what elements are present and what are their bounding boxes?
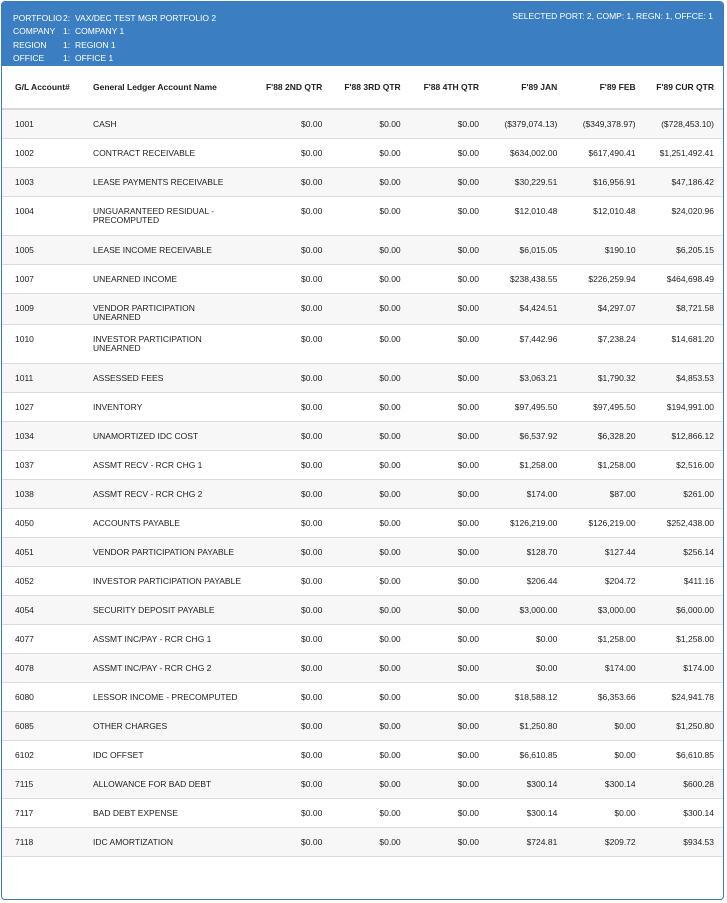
table-row[interactable] (2, 109, 723, 138)
account-name-text: BAD DEBT EXPENSE (93, 807, 178, 818)
cell-acct: 1002 (15, 147, 34, 158)
cell-q2: $0.00 (301, 302, 323, 313)
cell-name (93, 264, 253, 293)
table-row[interactable] (2, 167, 723, 196)
cell-q4: $0.00 (457, 807, 479, 818)
col-f89-cur-qtr[interactable]: F'89 CUR QTR (645, 66, 723, 109)
report-panel (1, 1, 724, 900)
cell-q4: $0.00 (457, 430, 479, 441)
cell-q4: $0.00 (457, 176, 479, 187)
cell-acct: 1011 (15, 372, 34, 383)
cell-feb: $174.00 (604, 662, 636, 673)
cell-feb: $0.00 (614, 807, 636, 818)
cell-acct: 4051 (15, 546, 34, 557)
cell-q2: $0.00 (301, 176, 323, 187)
cell-q4: $0.00 (457, 662, 479, 673)
cell-jan: $1,258.00 (519, 459, 558, 470)
account-name-text: LESSOR INCOME - PRECOMPUTED (93, 691, 238, 702)
header-code: 1: (63, 53, 71, 64)
cell-cur: $252,438.00 (666, 517, 714, 528)
account-name-text: ASSMT INC/PAY - RCR CHG 1 (93, 633, 212, 644)
cell-name (93, 138, 253, 167)
table-row[interactable] (2, 479, 723, 508)
cell-acct: 7115 (15, 778, 34, 789)
account-name-text: SECURITY DEPOSIT PAYABLE (93, 604, 215, 615)
cell-cur: $464,698.49 (666, 273, 714, 284)
cell-q3: $0.00 (379, 836, 401, 847)
cell-jan: ($379,074.13) (504, 119, 558, 129)
cell-feb: $3,000.00 (597, 604, 636, 615)
cell-name (93, 363, 253, 392)
cell-feb: $4,297.07 (597, 302, 636, 313)
cell-name (93, 566, 253, 595)
cell-cur: $12,866.12 (671, 430, 714, 441)
table-row[interactable] (2, 264, 723, 293)
cell-feb: $6,353.66 (597, 691, 636, 702)
cell-q4: $0.00 (457, 546, 479, 557)
cell-feb: $300.14 (604, 778, 636, 789)
cell-q3: $0.00 (379, 205, 401, 216)
cell-feb: $226,259.94 (588, 273, 636, 284)
cell-q4: $0.00 (457, 778, 479, 789)
cell-acct: 4054 (15, 604, 34, 615)
cell-jan: $634,002.00 (510, 147, 558, 158)
cell-q4: $0.00 (457, 691, 479, 702)
cell-name (93, 324, 253, 363)
cell-cur: $300.14 (683, 807, 714, 818)
cell-name (93, 595, 253, 624)
cell-q2: $0.00 (301, 401, 323, 412)
cell-acct: 1007 (15, 273, 34, 284)
header-label: PORTFOLIO (13, 12, 62, 23)
cell-q2: $0.00 (301, 691, 323, 702)
cell-jan: $300.14 (526, 807, 558, 818)
cell-jan: $3,000.00 (519, 604, 558, 615)
table-header-row (2, 66, 723, 109)
header-label: REGION (13, 39, 47, 50)
cell-cur: $174.00 (683, 662, 714, 673)
account-name-text: ASSMT INC/PAY - RCR CHG 2 (93, 662, 212, 673)
cell-q2: $0.00 (301, 459, 323, 470)
account-name-text: ASSESSED FEES (93, 372, 164, 383)
table-row[interactable] (2, 624, 723, 653)
account-name-text: VENDOR PARTICIPATION UNEARNED (93, 302, 195, 322)
cell-name (93, 508, 253, 537)
header-value: OFFICE 1 (75, 53, 114, 64)
cell-feb: $12,010.48 (593, 205, 636, 216)
cell-cur: $24,020.96 (671, 205, 714, 216)
cell-q4: $0.00 (457, 604, 479, 615)
cell-jan: $126,219.00 (510, 517, 558, 528)
header-value: VAX/DEC TEST MGR PORTFOLIO 2 (75, 12, 217, 23)
account-name-text: OTHER CHARGES (93, 720, 168, 731)
table-row[interactable] (2, 798, 723, 827)
header-row-office (2, 52, 723, 66)
cell-q4: $0.00 (457, 459, 479, 470)
cell-feb: $16,956.91 (593, 176, 636, 187)
cell-name (93, 109, 253, 138)
cell-jan: $128.70 (526, 546, 558, 557)
col-f88-4th-qtr[interactable]: F'88 4TH QTR (410, 66, 488, 109)
header-row-region (2, 38, 723, 52)
cell-jan: $724.81 (526, 836, 558, 847)
cell-acct: 7117 (15, 807, 34, 818)
cell-name (93, 235, 253, 264)
cell-acct: 4077 (15, 633, 34, 644)
cell-acct: 1027 (15, 401, 34, 412)
cell-q4: $0.00 (457, 517, 479, 528)
cell-q3: $0.00 (379, 546, 401, 557)
cell-name (93, 711, 253, 740)
cell-cur: $6,205.15 (676, 244, 714, 255)
table-row[interactable] (2, 392, 723, 421)
cell-cur: $47,186.42 (671, 176, 714, 187)
table-row[interactable] (2, 363, 723, 392)
cell-cur: $6,610.85 (676, 749, 714, 760)
cell-acct: 1003 (15, 176, 34, 187)
cell-acct: 1005 (15, 244, 34, 255)
account-name-text: INVESTOR PARTICIPATION PAYABLE (93, 575, 241, 586)
cell-q2: $0.00 (301, 546, 323, 557)
table-row[interactable] (2, 421, 723, 450)
account-name-text: UNAMORTIZED IDC COST (93, 430, 199, 441)
cell-acct: 6080 (15, 691, 34, 702)
table-row[interactable] (2, 827, 723, 856)
cell-feb: $7,238.24 (597, 333, 636, 344)
cell-feb: $1,258.00 (597, 633, 636, 644)
account-name-text: IDC OFFSET (93, 749, 144, 760)
cell-jan: $97,495.50 (514, 401, 558, 412)
cell-q2: $0.00 (301, 778, 323, 789)
cell-jan: $206.44 (526, 575, 558, 586)
table-row[interactable] (2, 537, 723, 566)
cell-q3: $0.00 (379, 119, 401, 129)
cell-feb: $97,495.50 (593, 401, 636, 412)
cell-q3: $0.00 (379, 430, 401, 441)
cell-cur: $194,991.00 (666, 401, 714, 412)
cell-q3: $0.00 (379, 333, 401, 344)
cell-name (93, 392, 253, 421)
cell-q3: $0.00 (379, 147, 401, 158)
cell-feb: $0.00 (614, 720, 636, 731)
cell-feb: $209.72 (604, 836, 636, 847)
cell-q3: $0.00 (379, 807, 401, 818)
cell-jan: $6,610.85 (519, 749, 558, 760)
header-code: 1: (63, 39, 71, 50)
cell-name (93, 682, 253, 711)
account-name-text: UNGUARANTEED RESIDUAL - PRECOMPUTED (93, 205, 215, 225)
table-row[interactable] (2, 508, 723, 537)
table-row[interactable] (2, 235, 723, 264)
cell-jan: $7,442.96 (519, 333, 558, 344)
col-f88-3rd-qtr[interactable]: F'88 3RD QTR (331, 66, 409, 109)
cell-q4: $0.00 (457, 147, 479, 158)
table-row[interactable] (2, 138, 723, 167)
table-row[interactable] (2, 711, 723, 740)
cell-q3: $0.00 (379, 662, 401, 673)
cell-q4: $0.00 (457, 302, 479, 313)
cell-q3: $0.00 (379, 302, 401, 313)
cell-name (93, 740, 253, 769)
header-code: 2: (63, 12, 71, 23)
cell-acct: 6102 (15, 749, 34, 760)
account-name-text: ALLOWANCE FOR BAD DEBT (93, 778, 212, 789)
cell-q2: $0.00 (301, 333, 323, 344)
account-name-text: ACCOUNTS PAYABLE (93, 517, 180, 528)
cell-name (93, 769, 253, 798)
cell-name (93, 624, 253, 653)
cell-q3: $0.00 (379, 488, 401, 499)
cell-q2: $0.00 (301, 662, 323, 673)
header-label: OFFICE (13, 53, 45, 64)
cell-q2: $0.00 (301, 575, 323, 586)
account-name-text: CASH (93, 119, 117, 129)
cell-q4: $0.00 (457, 244, 479, 255)
col-f88-2nd-qtr[interactable]: F'88 2ND QTR (253, 66, 331, 109)
cell-feb: $204.72 (604, 575, 636, 586)
cell-q3: $0.00 (379, 604, 401, 615)
cell-cur: $2,516.00 (676, 459, 714, 470)
cell-acct: 4078 (15, 662, 34, 673)
cell-cur: $1,258.00 (676, 633, 714, 644)
cell-cur: $411.16 (683, 575, 714, 586)
cell-name (93, 450, 253, 479)
report-header (2, 2, 723, 66)
col-f89-feb[interactable]: F'89 FEB (566, 66, 644, 109)
cell-jan: $174.00 (526, 488, 558, 499)
cell-q2: $0.00 (301, 372, 323, 383)
table-row[interactable] (2, 682, 723, 711)
cell-jan: $1,250.80 (519, 720, 558, 731)
account-name-text: INVENTORY (93, 401, 143, 412)
header-code: 1: (63, 26, 71, 37)
cell-q2: $0.00 (301, 488, 323, 499)
cell-cur: $1,250.80 (676, 720, 714, 731)
cell-acct: 1009 (15, 302, 34, 313)
table-row[interactable] (2, 740, 723, 769)
cell-q2: $0.00 (301, 836, 323, 847)
cell-q3: $0.00 (379, 749, 401, 760)
account-name-text: LEASE PAYMENTS RECEIVABLE (93, 176, 224, 187)
cell-jan: $12,010.48 (514, 205, 558, 216)
account-name-text: CONTRACT RECEIVABLE (93, 147, 196, 158)
header-label: COMPANY (13, 26, 56, 37)
cell-name (93, 421, 253, 450)
table-row[interactable] (2, 653, 723, 682)
cell-feb: $127.44 (604, 546, 636, 557)
cell-cur: $261.00 (683, 488, 714, 499)
account-name-text: ASSMT RECV - RCR CHG 2 (93, 488, 203, 499)
cell-name (93, 798, 253, 827)
col-gl-account[interactable]: G/L Account# (2, 66, 93, 109)
cell-name (93, 167, 253, 196)
cell-jan: $30,229.51 (514, 176, 558, 187)
cell-name (93, 196, 253, 235)
cell-q2: $0.00 (301, 749, 323, 760)
cell-q2: $0.00 (301, 430, 323, 441)
cell-feb: $617,490.41 (588, 147, 636, 158)
cell-acct: 1004 (15, 205, 34, 216)
selected-summary: SELECTED PORT: 2, COMP: 1, REGN: 1, OFFCE: 1 (512, 11, 713, 21)
account-name-text: UNEARNED INCOME (93, 273, 178, 284)
cell-q3: $0.00 (379, 633, 401, 644)
cell-feb: $0.00 (614, 749, 636, 760)
table-row[interactable] (2, 324, 723, 363)
header-value: COMPANY 1 (75, 26, 125, 37)
cell-cur: $256.14 (683, 546, 714, 557)
col-f89-jan[interactable]: F'89 JAN (488, 66, 566, 109)
cell-acct: 1038 (15, 488, 34, 499)
cell-jan: $300.14 (526, 778, 558, 789)
cell-q4: $0.00 (457, 720, 479, 731)
cell-cur: $600.28 (683, 778, 714, 789)
cell-jan: $18,588.12 (514, 691, 558, 702)
table-row[interactable] (2, 566, 723, 595)
col-account-name[interactable]: General Ledger Account Name (93, 66, 253, 109)
cell-q3: $0.00 (379, 778, 401, 789)
cell-q4: $0.00 (457, 575, 479, 586)
cell-q2: $0.00 (301, 205, 323, 216)
cell-cur: ($728,453.10) (661, 119, 714, 129)
cell-q4: $0.00 (457, 119, 479, 129)
cell-q3: $0.00 (379, 244, 401, 255)
cell-feb: $6,328.20 (597, 430, 636, 441)
account-name-text: IDC AMORTIZATION (93, 836, 173, 847)
cell-name (93, 827, 253, 856)
cell-cur: $934.53 (683, 836, 714, 847)
cell-jan: $6,537.92 (519, 430, 558, 441)
cell-acct: 1034 (15, 430, 34, 441)
cell-q3: $0.00 (379, 372, 401, 383)
table-row[interactable] (2, 450, 723, 479)
table-body (2, 109, 723, 856)
cell-name (93, 537, 253, 566)
header-value: REGION 1 (75, 39, 116, 50)
cell-q2: $0.00 (301, 807, 323, 818)
cell-jan: $0.00 (536, 662, 558, 673)
cell-jan: $238,438.55 (510, 273, 558, 284)
cell-cur: $14,681.20 (671, 333, 714, 344)
cell-feb: $126,219.00 (588, 517, 636, 528)
cell-acct: 1001 (15, 119, 34, 129)
cell-cur: $8,721.58 (676, 302, 714, 313)
cell-acct: 4052 (15, 575, 34, 586)
cell-q3: $0.00 (379, 176, 401, 187)
table-row[interactable] (2, 293, 723, 324)
cell-feb: ($349,378.97) (582, 119, 636, 129)
cell-q2: $0.00 (301, 119, 323, 129)
table-row[interactable] (2, 196, 723, 235)
cell-jan: $6,015.05 (519, 244, 558, 255)
cell-cur: $24,941.78 (671, 691, 714, 702)
cell-feb: $87.00 (609, 488, 636, 499)
cell-q4: $0.00 (457, 488, 479, 499)
cell-cur: $6,000.00 (676, 604, 714, 615)
ledger-table (2, 66, 723, 857)
cell-acct: 4050 (15, 517, 34, 528)
cell-q2: $0.00 (301, 517, 323, 528)
cell-name (93, 293, 253, 324)
cell-q3: $0.00 (379, 459, 401, 470)
cell-cur: $1,251,492.41 (659, 147, 714, 158)
table-row[interactable] (2, 769, 723, 798)
cell-q2: $0.00 (301, 273, 323, 284)
cell-q2: $0.00 (301, 244, 323, 255)
account-name-text: INVESTOR PARTICIPATION UNEARNED (93, 333, 202, 353)
cell-q4: $0.00 (457, 836, 479, 847)
cell-q3: $0.00 (379, 273, 401, 284)
cell-q3: $0.00 (379, 691, 401, 702)
cell-q4: $0.00 (457, 372, 479, 383)
cell-q2: $0.00 (301, 633, 323, 644)
cell-feb: $1,258.00 (597, 459, 636, 470)
cell-q3: $0.00 (379, 720, 401, 731)
cell-cur: $4,853.53 (676, 372, 714, 383)
cell-q4: $0.00 (457, 401, 479, 412)
cell-q4: $0.00 (457, 205, 479, 216)
cell-q3: $0.00 (379, 401, 401, 412)
cell-q4: $0.00 (457, 333, 479, 344)
cell-q2: $0.00 (301, 720, 323, 731)
cell-q4: $0.00 (457, 749, 479, 760)
cell-acct: 7118 (15, 836, 34, 847)
cell-acct: 1037 (15, 459, 34, 470)
cell-acct: 6085 (15, 720, 34, 731)
cell-q3: $0.00 (379, 517, 401, 528)
cell-q4: $0.00 (457, 273, 479, 284)
cell-jan: $4,424.51 (519, 302, 558, 313)
account-name-text: ASSMT RECV - RCR CHG 1 (93, 459, 203, 470)
table-row[interactable] (2, 595, 723, 624)
cell-jan: $0.00 (536, 633, 558, 644)
cell-feb: $1,790.32 (597, 372, 636, 383)
header-row-company (2, 25, 723, 39)
cell-name (93, 653, 253, 682)
account-name-text: LEASE INCOME RECEIVABLE (93, 244, 212, 255)
cell-name (93, 479, 253, 508)
cell-acct: 1010 (15, 333, 34, 344)
cell-q4: $0.00 (457, 633, 479, 644)
account-name-text: VENDOR PARTICIPATION PAYABLE (93, 546, 235, 557)
cell-jan: $3,063.21 (519, 372, 558, 383)
cell-q3: $0.00 (379, 575, 401, 586)
cell-feb: $190.10 (604, 244, 636, 255)
cell-q2: $0.00 (301, 604, 323, 615)
cell-q2: $0.00 (301, 147, 323, 158)
